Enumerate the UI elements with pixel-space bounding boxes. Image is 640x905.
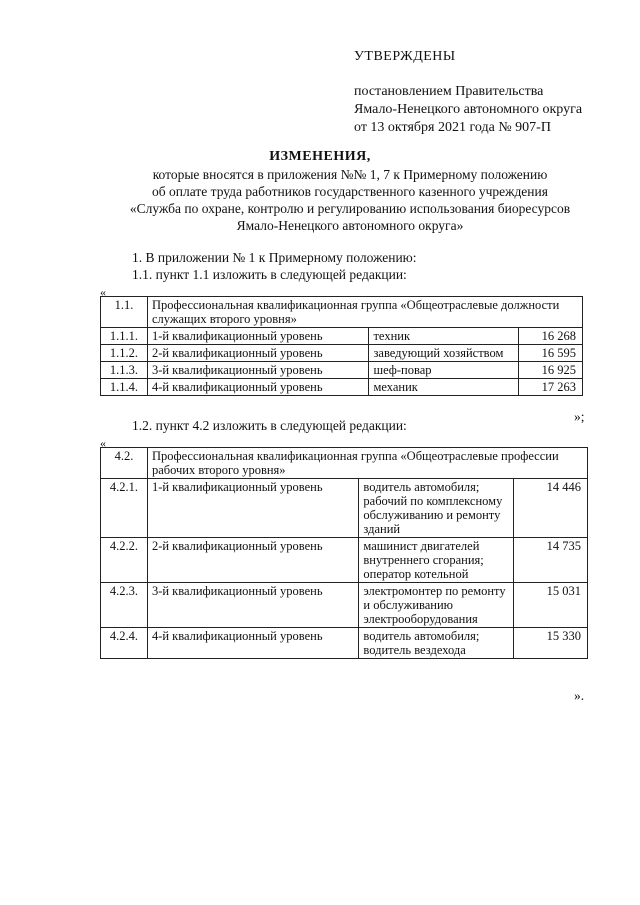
- row-level: 3-й квалификационный уровень: [147, 583, 358, 628]
- row-pay: 16 925: [519, 362, 583, 379]
- approval-line: Ямало-Ненецкого автономного округа: [354, 102, 583, 117]
- row-number: 1.1.1.: [101, 328, 148, 345]
- table-group-row: [101, 448, 588, 479]
- approval-heading: УТВЕРЖДЕНЫ: [354, 49, 456, 64]
- row-pay: 17 263: [519, 379, 583, 396]
- close-quote: »;: [574, 409, 585, 424]
- row-pay: 16 268: [519, 328, 583, 345]
- row-number: 4.2.3.: [101, 583, 148, 628]
- row-level: 2-й квалификационный уровень: [147, 538, 358, 583]
- table-row: [101, 362, 583, 379]
- group-title: Профессиональная квалификационная группа «Общеотраслевые должности служащих второго уровня»: [147, 297, 582, 328]
- group-title: Профессиональная квалификационная группа «Общеотраслевые профессии рабочих второго уровня»: [147, 448, 587, 479]
- section1-intro: 1. В приложении № 1 к Примерному положению:: [132, 250, 417, 265]
- row-number: 1.1.4.: [101, 379, 148, 396]
- close-quote: ».: [574, 688, 585, 703]
- row-number: 1.1.2.: [101, 345, 148, 362]
- table-group-row: [101, 297, 583, 328]
- subtitle-line: «Служба по охране, контролю и регулированию использования биоресурсов: [129, 201, 571, 216]
- row-number: 1.1.3.: [101, 362, 148, 379]
- row-position: водитель автомобиля; водитель вездехода: [359, 628, 514, 659]
- row-pay: 14 735: [514, 538, 588, 583]
- approval-line: постановлением Правительства: [354, 84, 544, 99]
- row-position: машинист двигателей внутреннего сгорания; оператор котельной: [359, 538, 514, 583]
- open-quote: «: [100, 436, 106, 450]
- row-pay: 15 031: [514, 583, 588, 628]
- row-position: водитель автомобиля; рабочий по комплексному обслуживанию и ремонту зданий: [359, 479, 514, 538]
- group-number: 4.2.: [101, 448, 148, 479]
- table-row: [101, 538, 588, 583]
- table-row: [101, 379, 583, 396]
- row-level: 1-й квалификационный уровень: [147, 479, 358, 538]
- row-position: шеф-повар: [369, 362, 519, 379]
- approval-block: [354, 48, 582, 137]
- row-number: 4.2.4.: [101, 628, 148, 659]
- row-position: техник: [369, 328, 519, 345]
- subtitle-line: об оплате труда работников государственного казенного учреждения: [152, 184, 548, 199]
- row-level: 4-й квалификационный уровень: [147, 379, 369, 396]
- subtitle-line: Ямало-Ненецкого автономного округа»: [236, 218, 464, 233]
- table-4-2: [100, 447, 588, 659]
- table-row: [101, 583, 588, 628]
- row-pay: 14 446: [514, 479, 588, 538]
- table-row: [101, 345, 583, 362]
- section1-item: 1.1. пункт 1.1 изложить в следующей редакции:: [132, 267, 407, 282]
- table-row: [101, 628, 588, 659]
- row-level: 1-й квалификационный уровень: [147, 328, 369, 345]
- group-number: 1.1.: [101, 297, 148, 328]
- open-quote: «: [100, 285, 106, 299]
- approval-line: от 13 октября 2021 года № 907-П: [354, 120, 551, 135]
- row-position: электромонтер по ремонту и обслуживанию электрооборудования: [359, 583, 514, 628]
- document-subtitle: [90, 166, 610, 234]
- row-level: 4-й квалификационный уровень: [147, 628, 358, 659]
- row-level: 3-й квалификационный уровень: [147, 362, 369, 379]
- section2-item: 1.2. пункт 4.2 изложить в следующей редакции:: [132, 418, 407, 433]
- document-title: ИЗМЕНЕНИЯ,: [269, 149, 371, 164]
- row-pay: 16 595: [519, 345, 583, 362]
- row-pay: 15 330: [514, 628, 588, 659]
- table-row: [101, 328, 583, 345]
- table-1-1: [100, 296, 583, 396]
- row-level: 2-й квалификационный уровень: [147, 345, 369, 362]
- row-position: механик: [369, 379, 519, 396]
- row-number: 4.2.1.: [101, 479, 148, 538]
- table-row: [101, 479, 588, 538]
- row-number: 4.2.2.: [101, 538, 148, 583]
- subtitle-line: которые вносятся в приложения №№ 1, 7 к Примерному положению: [152, 167, 548, 182]
- row-position: заведующий хозяйством: [369, 345, 519, 362]
